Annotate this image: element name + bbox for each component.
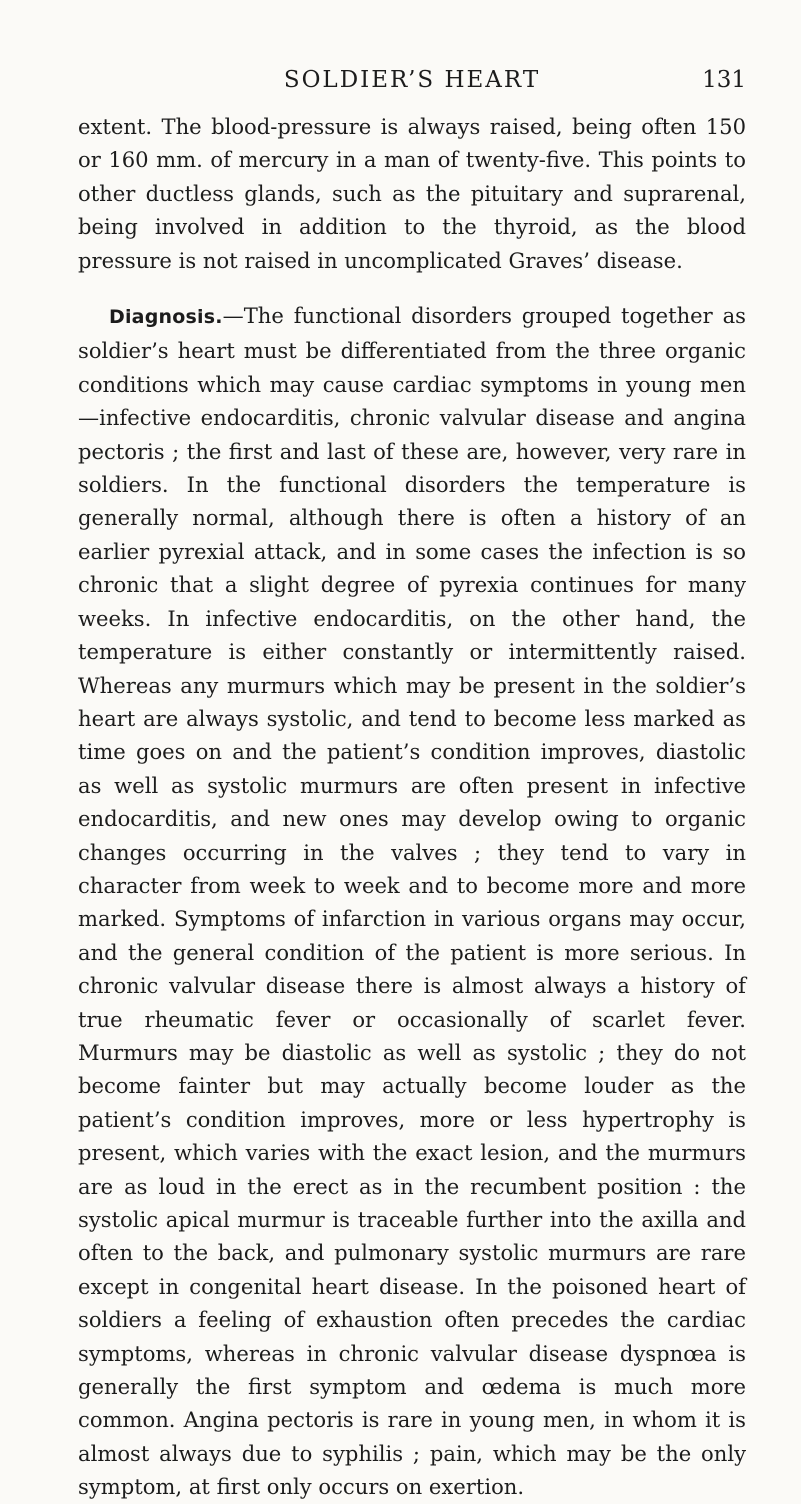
body-text (78, 110, 746, 1504)
paragraph-continuation (78, 110, 746, 277)
paragraph-text: extent. The blood-pressure is always raised, being often 150 or 160 mm. of mercury in a man of twenty-five. This points to other ductless glands, such as the pituitary and suprarenal, being involved in addition to the thyroid, as the blood pressure is not raised in uncomplicated Graves’ disease. (78, 114, 746, 273)
paragraph-text: —The functional disorders grouped together as soldier’s heart must be differentiated from the three organic conditions which may cause cardiac symptoms in young men—infective endocarditis, chronic valvular disease and angina pectoris ; the first and last of these are, however, very rare in soldiers. In the functional disorders the temperature is generally normal, although there is often a history of an earlier pyrexial attack, and in some cases the infection is so chronic that a slight degree of pyrexia continues for many weeks. In infective endocarditis, on the other hand, the temperature is either constantly or intermittently raised. Whereas any murmurs which may be present in the soldier’s heart are always systolic, and tend to become less marked as time goes on and the patient’s condition improves, diastolic as well as systolic murmurs are often present in infective endocarditis, and new ones may develop owing to organic changes occurring in the valves ; they tend to vary in character from week to week and to become more and more marked. Symptoms of infarction in various organs may occur, and the general condition of the patient is more serious. In chronic valvular disease there is almost always a history of true rheumatic fever or occasionally of scarlet fever. Murmurs may be diastolic as well as systolic ; they do not become fainter but may actually become louder as the patient’s condition improves, more or less hypertrophy is present, which varies with the exact lesion, and the murmurs are as loud in the erect as in the recumbent position : the systolic apical murmur is traceable further into the axilla and often to the back, and pulmonary systolic murmurs are rare except in congenital heart disease. In the poisoned heart of soldiers a feeling of exhaustion often precedes the cardiac symptoms, whereas in chronic valvular disease dyspnœa is generally the first symptom and œdema is much more common. Angina pectoris is rare in young men, in whom it is almost always due to syphilis ; pain, which may be the only symptom, at first only occurs on exertion. (78, 303, 746, 1500)
section-heading: Diagnosis. (109, 306, 223, 329)
running-title: SOLDIER’S HEART (283, 67, 541, 93)
paragraph-diagnosis (78, 299, 746, 1504)
running-head (78, 62, 746, 98)
page-number: 131 (702, 67, 746, 93)
